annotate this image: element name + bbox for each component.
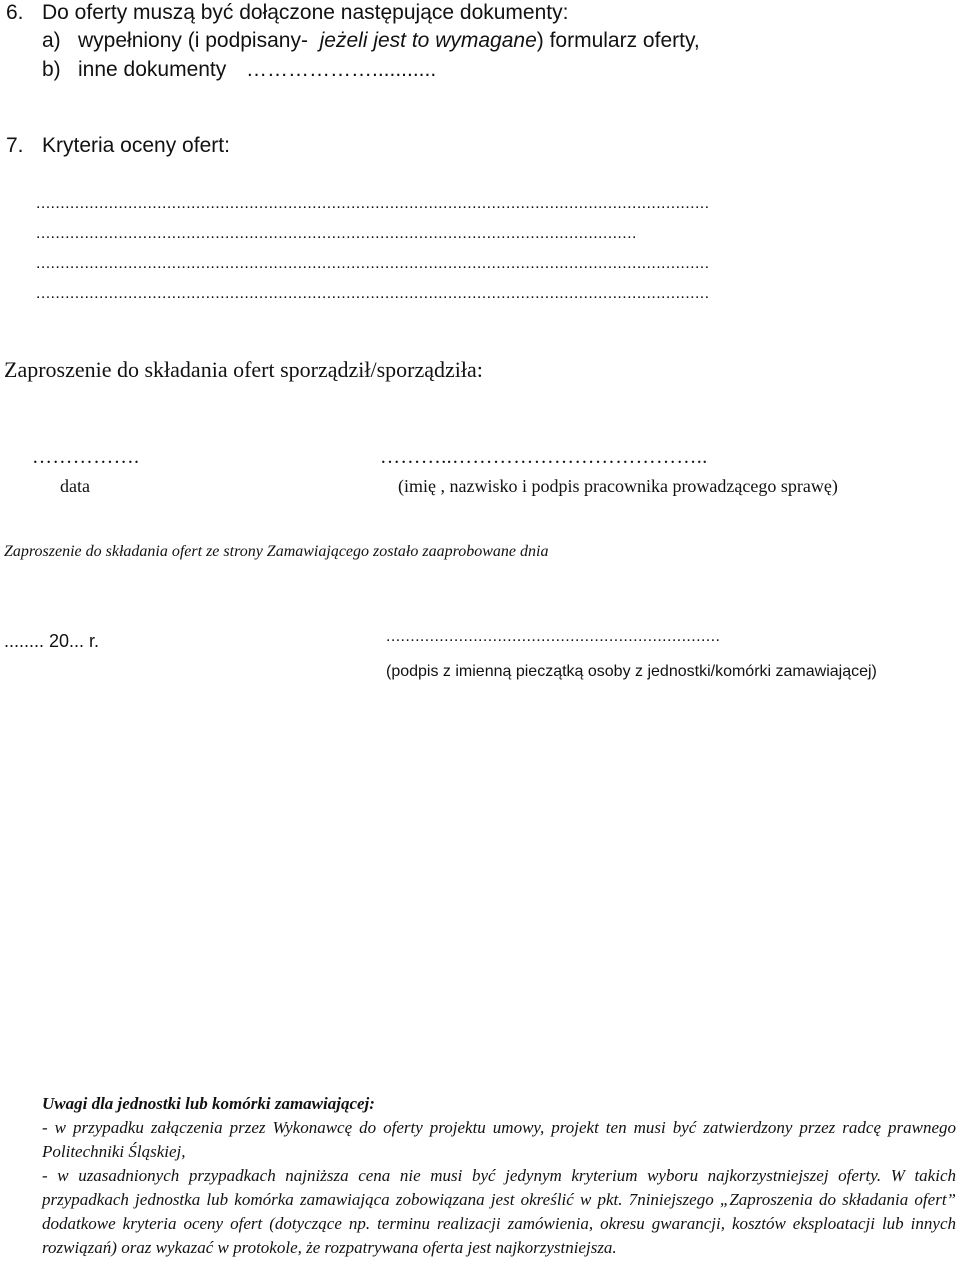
item-a-text (78, 28, 700, 54)
item-a-italic: jeżeli jest to wymagane (319, 29, 537, 52)
criteria-line-4: ........................................................................................................................................... (36, 285, 710, 302)
criteria-line-3: ........................................................................................................................................... (36, 255, 710, 272)
item-b-dots: ………………........... (246, 58, 437, 81)
criteria-line-1: ........................................................................................................................................... (36, 195, 710, 212)
approval-signature-dots: ..................................................................... (386, 628, 721, 645)
notes-paragraph-2: - w uzasadnionych przypadkach najniższa cena nie musi być jedynym kryterium wyboru najkorzystniejszej oferty. W takich przypadkach jednostka lub komórka zamawiająca zobowiązana jest określić w pkt. 7niniejszego „Zaproszenia do składania ofert” dodatkowe kryteria oceny ofert (dotyczące np. terminu realizacji zamówienia, okresu gwarancji, kosztów eksploatacji lub innych rozwiązań) oraz wykazać w protokole, że rozpatrywana oferta jest najkorzystniejsza. (42, 1166, 956, 1257)
section-7-title: Kryteria oceny ofert: (42, 134, 230, 157)
date-caption: data (60, 476, 90, 496)
section-7-number: 7. (6, 134, 24, 157)
signature-dots: ………..……………………………….. (380, 446, 708, 468)
approval-text: Zaproszenie do składania ofert ze strony Zamawiającego zostało zaaprobowane dnia (4, 543, 549, 560)
notes-block (42, 1092, 956, 1260)
date-dots: ……………. (32, 446, 140, 468)
section-6-title: Do oferty muszą być dołączone następujące dokumenty: (42, 1, 569, 24)
notes-title: Uwagi dla jednostki lub komórki zamawiającej: (42, 1094, 375, 1113)
item-b-text: inne dokumenty (78, 58, 227, 81)
approval-date: ........ 20... r. (4, 631, 100, 651)
criteria-line-2: ............................................................................................................................ (36, 225, 637, 242)
signature-caption: (imię , nazwisko i podpis pracownika prowadzącego sprawę) (398, 476, 838, 496)
item-a-post: ) formularz oferty, (536, 29, 700, 52)
approval-signature-caption: (podpis z imienną pieczątką osoby z jednostki/komórki zamawiającej) (386, 663, 877, 680)
item-a-label: a) (42, 29, 61, 52)
section-6-number: 6. (6, 1, 24, 24)
item-b-label: b) (42, 58, 61, 81)
notes-paragraph-1: - w przypadku załączenia przez Wykonawcę do oferty projektu umowy, projekt ten musi być zatwierdzony przez radcę prawnego Politechniki Śląskiej, (42, 1118, 956, 1161)
prepared-by-label: Zaproszenie do składania ofert sporządził/sporządziła: (4, 357, 483, 382)
item-a-pre: wypełniony (i podpisany- (78, 29, 308, 52)
